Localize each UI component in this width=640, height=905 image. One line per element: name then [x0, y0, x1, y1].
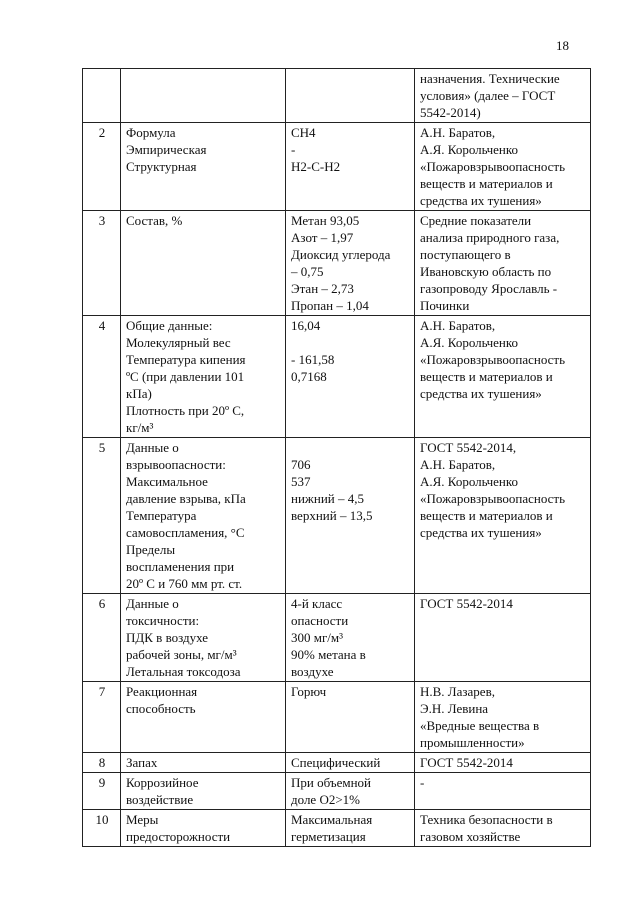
cell-line: Общие данные: [126, 318, 213, 333]
source-cell [415, 438, 591, 594]
cell-line: - [291, 142, 296, 157]
cell-line: воздухе [291, 664, 334, 679]
cell-line: Н.В. Лазарев, [420, 684, 495, 699]
row-number [83, 69, 121, 123]
cell-line: назначения. Технические [420, 71, 560, 86]
table-row [83, 773, 591, 810]
cell-line: воздействие [126, 792, 194, 807]
table-row [83, 594, 591, 682]
cell-line: 16,04 [291, 318, 321, 333]
cell-line: способность [126, 701, 196, 716]
cell-line: ГОСТ 5542-2014 [420, 596, 513, 611]
cell-line: предосторожности [126, 829, 231, 844]
row-number: 7 [83, 682, 121, 753]
row-number: 5 [83, 438, 121, 594]
source-cell [415, 69, 591, 123]
cell-line: 4-й класс [291, 596, 343, 611]
cell-line: средства их тушения» [420, 386, 542, 401]
cell-line: - 161,58 [291, 352, 335, 367]
cell-line: «Пожаровзрывоопасность [420, 352, 566, 367]
row-number: 6 [83, 594, 121, 682]
cell-line: Пределы [126, 542, 176, 557]
cell-line: Азот – 1,97 [291, 230, 354, 245]
row-number: 2 [83, 123, 121, 211]
cell-line: Коррозийное [126, 775, 199, 790]
property-cell [121, 438, 286, 594]
cell-line: промышленности» [420, 735, 525, 750]
cell-line: веществ и материалов и [420, 508, 553, 523]
cell-line: Ивановскую область по [420, 264, 552, 279]
cell-line: Температура [126, 508, 197, 523]
cell-line: А.Я. Корольченко [420, 474, 519, 489]
cell-line: Температура кипения [126, 352, 246, 367]
cell-line: 5542-2014) [420, 105, 481, 120]
value-cell [286, 753, 415, 773]
source-cell [415, 316, 591, 438]
cell-line: СН4 [291, 125, 316, 140]
property-cell [121, 753, 286, 773]
table-row [83, 682, 591, 753]
property-cell [121, 594, 286, 682]
cell-line: При объемной [291, 775, 372, 790]
cell-line: Формула [126, 125, 176, 140]
value-cell [286, 316, 415, 438]
cell-line: А.Я. Корольченко [420, 142, 519, 157]
cell-line: Эмпирическая [126, 142, 207, 157]
property-cell [121, 773, 286, 810]
cell-line: «Пожаровзрывоопасность [420, 491, 566, 506]
cell-line: 0,7168 [291, 369, 327, 384]
cell-line: Специфический [291, 755, 381, 770]
table-row [83, 810, 591, 847]
cell-line: токсичности: [126, 613, 200, 628]
table-row [83, 69, 591, 123]
source-cell [415, 123, 591, 211]
cell-line: Данные о [126, 596, 179, 611]
cell-line: А.Н. Баратов, [420, 125, 496, 140]
page-number: 18 [556, 38, 569, 53]
source-cell [415, 773, 591, 810]
row-number: 3 [83, 211, 121, 316]
value-cell [286, 773, 415, 810]
cell-line: кг/м³ [126, 420, 154, 435]
cell-line: герметизация [291, 829, 366, 844]
value-cell [286, 810, 415, 847]
cell-line [291, 439, 410, 456]
source-cell [415, 594, 591, 682]
property-cell [121, 123, 286, 211]
cell-line: Структурная [126, 159, 197, 174]
cell-line: газовом хозяйстве [420, 829, 521, 844]
cell-line: средства их тушения» [420, 193, 542, 208]
source-cell [415, 753, 591, 773]
cell-line: поступающего в [420, 247, 511, 262]
cell-line: Диоксид углерода [291, 247, 391, 262]
source-cell [415, 211, 591, 316]
cell-line: 90% метана в [291, 647, 366, 662]
cell-line: Максимальное [126, 474, 208, 489]
property-cell [121, 682, 286, 753]
cell-line: газопроводу Ярославль - [420, 281, 558, 296]
cell-line: опасности [291, 613, 349, 628]
cell-line: Этан – 2,73 [291, 281, 354, 296]
property-cell [121, 69, 286, 123]
cell-line: средства их тушения» [420, 525, 542, 540]
cell-line: Пропан – 1,04 [291, 298, 369, 313]
cell-line: Техника безопасности в [420, 812, 553, 827]
source-cell [415, 810, 591, 847]
table-row [83, 438, 591, 594]
source-cell [415, 682, 591, 753]
cell-line: Запах [126, 755, 158, 770]
row-number: 8 [83, 753, 121, 773]
row-number: 10 [83, 810, 121, 847]
row-number: 4 [83, 316, 121, 438]
cell-line: 537 [291, 474, 311, 489]
cell-line: Меры [126, 812, 159, 827]
cell-line: Летальная токсодоза [126, 664, 241, 679]
value-cell [286, 211, 415, 316]
cell-line: Починки [420, 298, 470, 313]
cell-line: Метан 93,05 [291, 213, 360, 228]
cell-line: взрывоопасности: [126, 457, 226, 472]
table-row [83, 753, 591, 773]
cell-line: доле О2>1% [291, 792, 360, 807]
cell-line: Горюч [291, 684, 327, 699]
cell-line: ºС (при давлении 101 [126, 369, 245, 384]
cell-line: ГОСТ 5542-2014, [420, 440, 517, 455]
cell-line: веществ и материалов и [420, 369, 553, 384]
cell-line: 706 [291, 457, 311, 472]
cell-line: Максимальная [291, 812, 373, 827]
cell-line: 300 мг/м³ [291, 630, 344, 645]
cell-line: Средние показатели [420, 213, 532, 228]
cell-line: 20º С и 760 мм рт. ст. [126, 576, 243, 591]
cell-line: веществ и материалов и [420, 176, 553, 191]
row-number: 9 [83, 773, 121, 810]
cell-line: Состав, % [126, 213, 183, 228]
cell-line: анализа природного газа, [420, 230, 560, 245]
cell-line: Э.Н. Левина [420, 701, 489, 716]
cell-line: А.Н. Баратов, [420, 318, 496, 333]
property-cell [121, 211, 286, 316]
cell-line: давление взрыва, кПа [126, 491, 246, 506]
cell-line [291, 334, 410, 351]
value-cell [286, 123, 415, 211]
cell-line: А.Н. Баратов, [420, 457, 496, 472]
cell-line: – 0,75 [291, 264, 324, 279]
cell-line: Н2-С-Н2 [291, 159, 341, 174]
cell-line: Молекулярный вес [126, 335, 231, 350]
table-row [83, 211, 591, 316]
cell-line: ГОСТ 5542-2014 [420, 755, 513, 770]
cell-line: кПа) [126, 386, 152, 401]
cell-line: воспламенения при [126, 559, 235, 574]
cell-line: рабочей зоны, мг/м³ [126, 647, 237, 662]
table-row [83, 123, 591, 211]
property-cell [121, 810, 286, 847]
cell-line: А.Я. Корольченко [420, 335, 519, 350]
cell-line: Реакционная [126, 684, 198, 699]
cell-line: верхний – 13,5 [291, 508, 373, 523]
cell-line: «Пожаровзрывоопасность [420, 159, 566, 174]
cell-line: Данные о [126, 440, 179, 455]
cell-line: - [420, 775, 425, 790]
value-cell [286, 594, 415, 682]
table-row [83, 316, 591, 438]
cell-line: самовоспламения, °С [126, 525, 245, 540]
value-cell [286, 69, 415, 123]
cell-line: ПДК в воздухе [126, 630, 209, 645]
cell-line: Плотность при 20º С, [126, 403, 245, 418]
cell-line: нижний – 4,5 [291, 491, 365, 506]
value-cell [286, 682, 415, 753]
value-cell [286, 438, 415, 594]
properties-table [82, 68, 591, 847]
cell-line: условия» (далее – ГОСТ [420, 88, 556, 103]
cell-line: «Вредные вещества в [420, 718, 540, 733]
property-cell [121, 316, 286, 438]
